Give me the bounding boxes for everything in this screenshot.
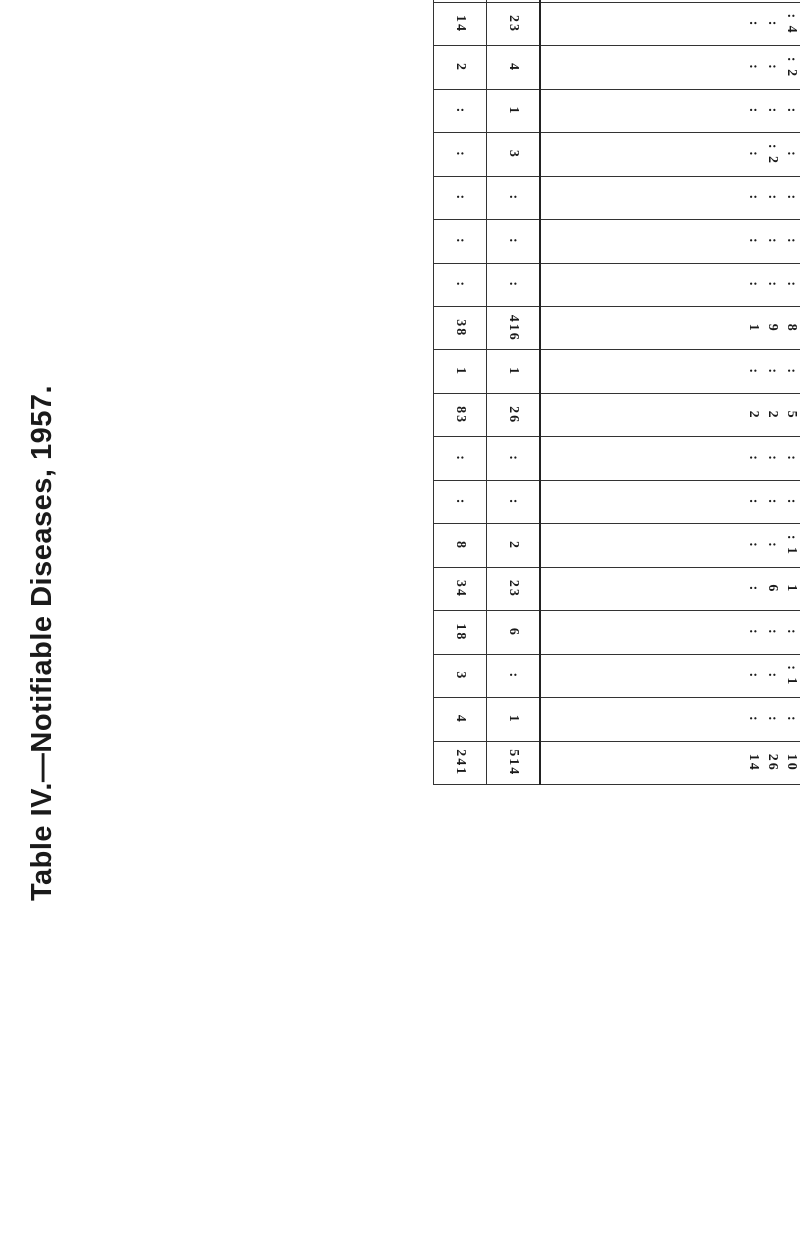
notifiable-diseases-table: [433, 0, 800, 785]
total-1956-value: :: [434, 437, 487, 480]
cell-value: :: [745, 194, 761, 202]
cell-value: : 4: [783, 13, 799, 35]
cell-value: :: [764, 498, 780, 506]
data-column-cell: [540, 89, 800, 132]
totals-value: :: [486, 654, 540, 697]
cell-value: :: [745, 281, 761, 289]
total-1956-value: 14: [434, 2, 487, 45]
cell-value: :: [745, 64, 761, 71]
total-1956-value: 241: [434, 741, 487, 784]
data-column-cell: [540, 220, 800, 263]
cell-value: :: [783, 194, 799, 202]
totals-value: :: [486, 263, 540, 306]
data-column-cell: [540, 437, 800, 480]
totals-value: :: [486, 437, 540, 480]
totals-value: 416: [486, 306, 540, 349]
cell-value: :: [745, 237, 761, 245]
cell-value: 2: [745, 410, 761, 420]
total-1956-value: 38: [434, 306, 487, 349]
totals-value: :: [486, 480, 540, 523]
cell-value: 10: [783, 753, 799, 772]
cell-value: :: [764, 237, 780, 245]
cell-value: :: [764, 20, 780, 28]
cell-value: :: [745, 629, 761, 636]
cell-value: :: [783, 237, 799, 245]
data-column-cell: [540, 611, 800, 654]
notifiable-diseases-table-region: [433, 0, 800, 785]
data-column-cell: [540, 480, 800, 523]
cell-value: :: [764, 281, 780, 289]
cell-value: 9: [764, 323, 780, 333]
cell-value: :: [745, 20, 761, 28]
totals-value: 514: [486, 741, 540, 784]
cell-value: :: [745, 455, 761, 462]
cell-value: :: [764, 368, 780, 375]
cell-value: 2: [764, 410, 780, 420]
data-column-cell: [540, 306, 800, 349]
totals-value: 26: [486, 393, 540, 436]
cell-value: :: [764, 64, 780, 71]
totals-value: 6: [486, 611, 540, 654]
data-column-cell: [540, 393, 800, 436]
totals-value: 23: [486, 567, 540, 610]
cell-value: : 1: [783, 534, 799, 557]
total-1956-value: 4: [434, 698, 487, 741]
totals-value: 1: [486, 350, 540, 393]
cell-value: :: [764, 542, 780, 549]
cell-value: :: [745, 498, 761, 506]
cell-value: :: [783, 715, 799, 723]
cell-value: :: [745, 672, 761, 680]
cell-value: :: [764, 107, 780, 115]
cell-value: 26: [764, 753, 780, 772]
total-1956-row: [434, 0, 487, 785]
totals-value: :: [486, 176, 540, 219]
totals-value: 4: [486, 46, 540, 89]
cell-value: :: [783, 629, 799, 636]
totals-value: :: [486, 220, 540, 263]
data-column-cell: [540, 654, 800, 697]
cell-value: 1: [783, 584, 799, 594]
totals-value: 1: [486, 89, 540, 132]
cell-value: : 2: [783, 56, 799, 79]
cell-value: :: [783, 368, 799, 375]
totals-value: 23: [486, 2, 540, 45]
cell-value: :: [764, 455, 780, 462]
total-1956-value: :: [434, 133, 487, 176]
cell-value: :: [764, 672, 780, 680]
cell-value: :: [783, 455, 799, 462]
cell-value: :: [764, 194, 780, 202]
cell-value: :: [745, 151, 761, 158]
data-column-cell: [540, 524, 800, 567]
data-column-cell: [540, 741, 800, 784]
table-row: [540, 0, 800, 785]
cell-value: 6: [764, 584, 780, 594]
data-column-cell: [540, 698, 800, 741]
data-column-cell: [540, 176, 800, 219]
cell-value: :: [783, 151, 799, 158]
total-1956-value: 83: [434, 393, 487, 436]
total-1956-value: :: [434, 263, 487, 306]
total-1956-value: 2: [434, 46, 487, 89]
cell-value: :: [745, 715, 761, 723]
cell-value: : 2: [764, 143, 780, 165]
total-1956-value: 18: [434, 611, 487, 654]
data-column-cell: [540, 133, 800, 176]
total-1956-value: :: [434, 176, 487, 219]
cell-value: :: [783, 498, 799, 506]
cell-value: :: [745, 585, 761, 593]
total-1956-value: 1: [434, 350, 487, 393]
cell-value: :: [783, 281, 799, 289]
data-column-cell: [540, 263, 800, 306]
page-title: Table IV.—Notifiable Diseases, 1957.: [25, 384, 58, 902]
cell-value: 8: [783, 323, 799, 333]
totals-value: 3: [486, 133, 540, 176]
data-column-cell: [540, 567, 800, 610]
totals-value: 2: [486, 524, 540, 567]
cell-value: :: [764, 715, 780, 723]
cell-value: :: [745, 542, 761, 549]
cell-value: :: [745, 368, 761, 375]
total-1956-value: :: [434, 89, 487, 132]
table-body: [434, 0, 800, 785]
cell-value: :: [764, 629, 780, 636]
data-column-cell: [540, 2, 800, 45]
cell-value: 1: [745, 323, 761, 333]
totals-row: [486, 0, 540, 785]
cell-value: :: [783, 107, 799, 115]
data-column-cell: [540, 350, 800, 393]
total-1956-value: 34: [434, 567, 487, 610]
total-1956-value: 8: [434, 524, 487, 567]
total-1956-value: 3: [434, 654, 487, 697]
total-1956-value: :: [434, 220, 487, 263]
cell-value: 5: [783, 410, 799, 420]
cell-value: : 1: [783, 665, 799, 687]
data-column-cell: [540, 46, 800, 89]
cell-value: 14: [745, 753, 761, 772]
totals-value: 1: [486, 698, 540, 741]
total-1956-value: :: [434, 480, 487, 523]
cell-value: :: [745, 107, 761, 115]
